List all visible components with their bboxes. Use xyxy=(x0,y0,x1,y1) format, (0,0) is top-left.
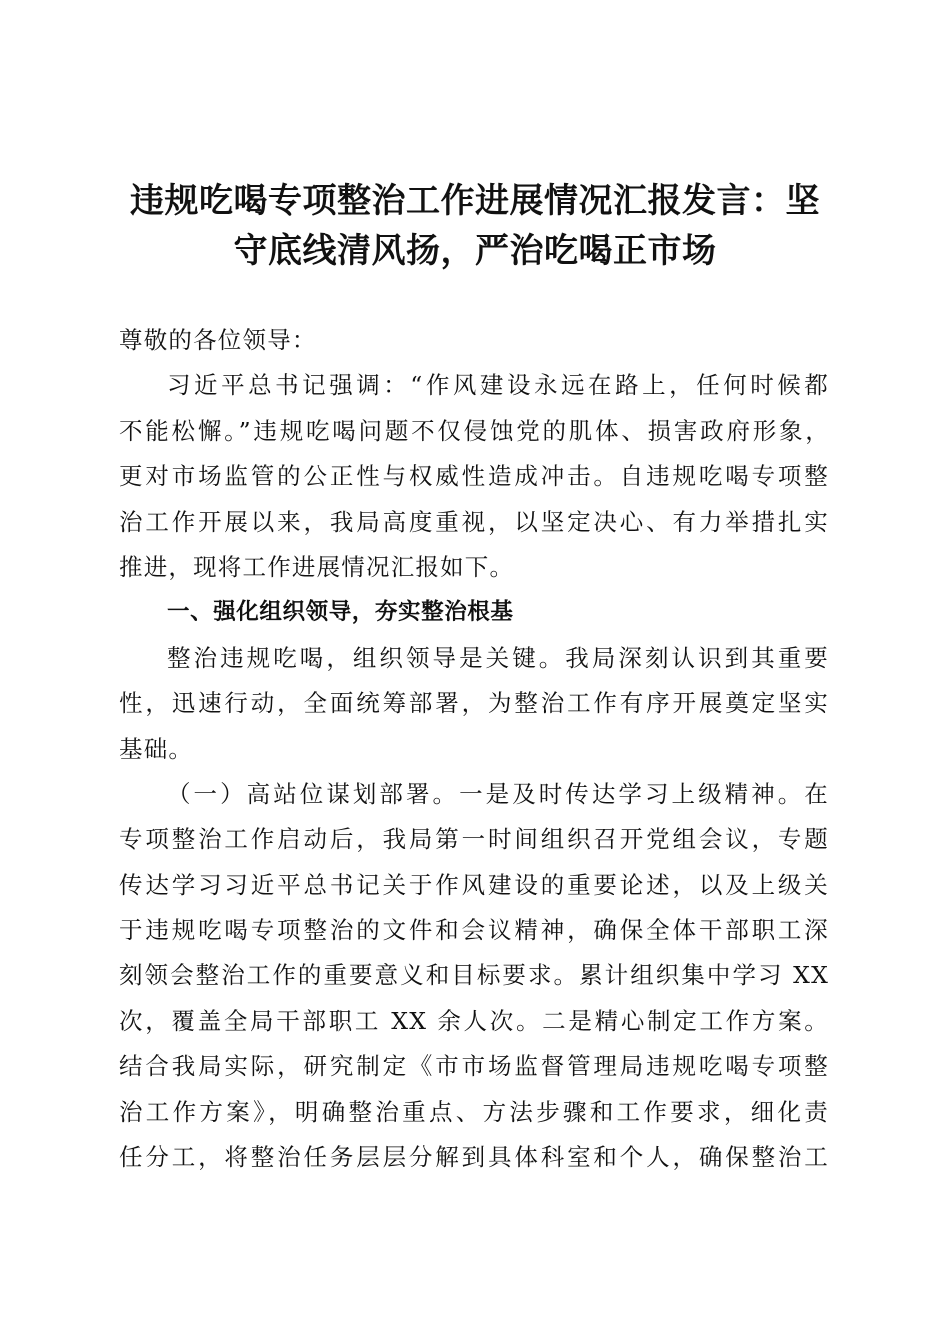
title-line: 违规吃喝专项整治工作进展情况汇报发言：坚 xyxy=(130,181,820,221)
paragraph-line: 推进，现将工作进展情况汇报如下。 xyxy=(119,552,515,581)
paragraph-line: 习近平总书记强调：“作风建设永远在路上，任何时候都 xyxy=(167,371,829,400)
paragraph-section1-intro xyxy=(119,636,829,772)
paragraph-line: 次，覆盖全局干部职工 XX 余人次。二是精心制定工作方案。 xyxy=(119,1006,829,1035)
paragraph-line: 整治违规吃喝，组织领导是关键。我局深刻认识到其重要 xyxy=(167,643,829,672)
paragraph-line: 性，迅速行动，全面统筹部署，为整治工作有序开展奠定坚实 xyxy=(119,689,829,718)
section-heading: 一、强化组织领导，夯实整治根基 xyxy=(167,599,514,626)
paragraph-line: （一）高站位谋划部署。一是及时传达学习上级精神。在 xyxy=(167,779,829,808)
document-body xyxy=(119,318,829,1180)
paragraph-line: 治工作方案》，明确整治重点、方法步骤和工作要求，细化责 xyxy=(119,1097,829,1126)
paragraph-line: 结合我局实际，研究制定《市市场监督管理局违规吃喝专项整 xyxy=(119,1052,829,1081)
paragraph-line: 治工作开展以来，我局高度重视，以坚定决心、有力举措扎实 xyxy=(119,507,829,536)
paragraph-line: 更对市场监管的公正性与权威性造成冲击。自违规吃喝专项整 xyxy=(119,462,829,491)
paragraph-line: 专项整治工作启动后，我局第一时间组织召开党组会议，专题 xyxy=(119,825,829,854)
paragraph-subsection1 xyxy=(119,772,829,1181)
salutation: 尊敬的各位领导： xyxy=(119,326,317,354)
title-line: 守底线清风扬，严治吃喝正市场 xyxy=(233,231,717,271)
paragraph-line: 传达学习习近平总书记关于作风建设的重要论述，以及上级关 xyxy=(119,870,829,899)
document-title xyxy=(110,176,840,276)
paragraph-line: 任分工，将整治任务层层分解到具体科室和个人，确保整治工 xyxy=(119,1143,829,1172)
paragraph-line: 不能松懈。”违规吃喝问题不仅侵蚀党的肌体、损害政府形象， xyxy=(119,416,829,445)
paragraph-intro xyxy=(119,363,829,590)
paragraph-line: 基础。 xyxy=(119,734,194,763)
paragraph-line: 刻领会整治工作的重要意义和目标要求。累计组织集中学习 XX xyxy=(119,961,829,990)
paragraph-line: 于违规吃喝专项整治的文件和会议精神，确保全体干部职工深 xyxy=(119,916,829,945)
